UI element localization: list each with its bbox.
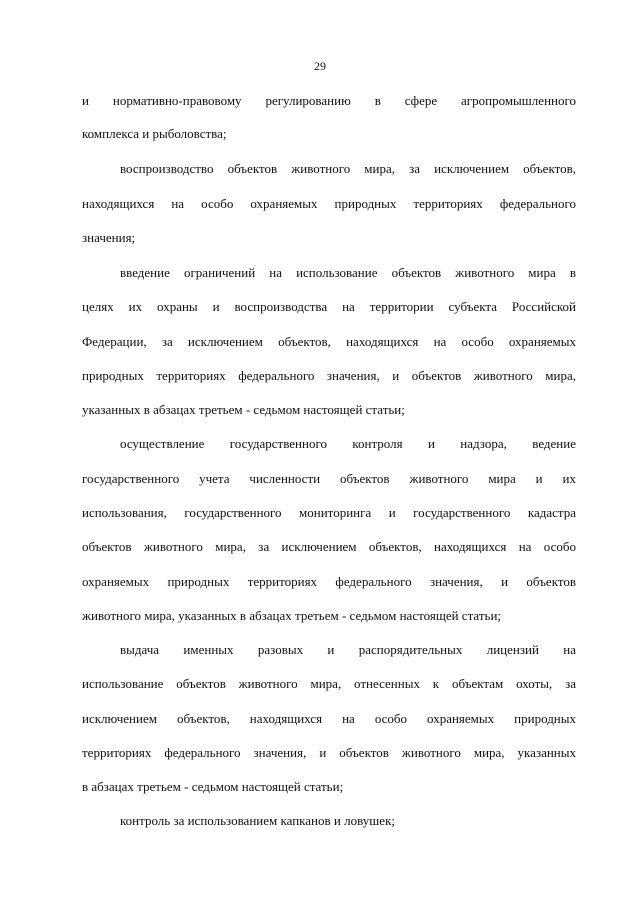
paragraph-4-line-6: животного мира, указанных в абзацах третьем - седьмом настоящей статьи; xyxy=(82,608,502,623)
paragraph-4-line-2: государственного учета численности объектов животного мира и их xyxy=(82,471,576,486)
paragraph-4-line-4: объектов животного мира, за исключением объектов, находящихся на особо xyxy=(82,539,576,554)
paragraph-4-line-3: использования, государственного мониторинга и государственного кадастра xyxy=(82,505,576,520)
paragraph-5-line-5: в абзацах третьем - седьмом настоящей статьи; xyxy=(82,779,344,794)
paragraph-5-line-4: территориях федерального значения, и объектов животного мира, указанных xyxy=(82,745,576,760)
paragraph-3-line-3: Федерации, за исключением объектов, находящихся на особо охраняемых xyxy=(82,334,576,349)
paragraph-2-line-1: воспроизводство объектов животного мира, за исключением объектов, xyxy=(120,161,576,176)
paragraph-2-line-3: значения; xyxy=(82,230,136,245)
paragraph-3-line-2: целях их охраны и воспроизводства на территории субъекта Российской xyxy=(82,299,576,314)
paragraph-3-line-5: указанных в абзацах третьем - седьмом настоящей статьи; xyxy=(82,402,405,417)
paragraph-5-line-1: выдача именных разовых и распорядительных лицензий на xyxy=(120,642,576,657)
paragraph-5-line-3: исключением объектов, находящихся на особо охраняемых природных xyxy=(82,711,576,726)
paragraph-1-line-1: и нормативно-правовому регулированию в сфере агропромышленного xyxy=(82,93,576,108)
paragraph-2-line-2: находящихся на особо охраняемых природных территориях федерального xyxy=(82,196,576,211)
paragraph-3-line-1: введение ограничений на использование объектов животного мира в xyxy=(120,265,576,280)
paragraph-1-line-2: комплекса и рыболовства; xyxy=(82,126,227,141)
paragraph-3-line-4: природных территориях федерального значения, и объектов животного мира, xyxy=(82,368,576,383)
page-number: 29 xyxy=(314,59,326,73)
paragraph-4-line-5: охраняемых природных территориях федерального значения, и объектов xyxy=(82,574,576,589)
paragraph-6-line-1: контроль за использованием капканов и ловушек; xyxy=(120,813,395,828)
paragraph-4-line-1: осуществление государственного контроля и надзора, ведение xyxy=(120,436,576,451)
paragraph-5-line-2: использование объектов животного мира, отнесенных к объектам охоты, за xyxy=(82,676,576,691)
